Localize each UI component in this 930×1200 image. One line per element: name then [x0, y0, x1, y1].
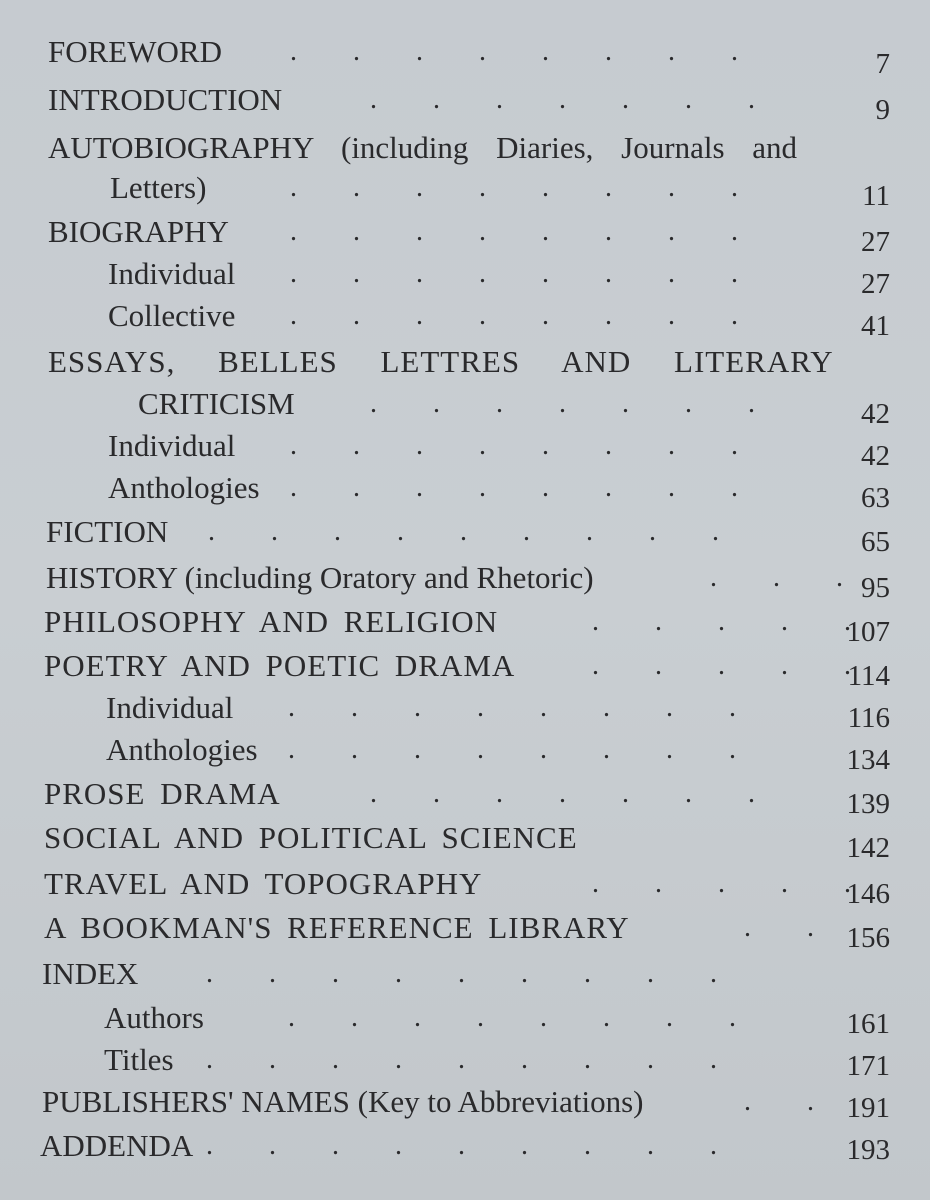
toc-page: 42: [861, 398, 890, 430]
toc-entry-prose-drama: [0, 772, 930, 820]
toc-page: 107: [846, 616, 890, 648]
toc-entry-fiction: [0, 510, 930, 558]
toc-label-continuation: Letters): [110, 170, 207, 205]
leader-dots: . . . . . . . .: [290, 258, 738, 289]
toc-entry-philosophy: [0, 600, 930, 648]
toc-label: PROSE DRAMA: [44, 776, 281, 811]
toc-label: Collective: [108, 298, 236, 333]
toc-page: 65: [861, 526, 890, 558]
toc-entry-essays: [0, 340, 930, 384]
toc-label: ESSAYS, BELLES LETTRES AND LITERARY: [48, 344, 834, 379]
leader-dots: . . . . . . . .: [290, 300, 738, 331]
toc-label: POETRY AND POETIC DRAMA: [44, 648, 516, 683]
toc-page: 114: [847, 660, 890, 692]
leader-dots: . . . . . . . .: [288, 1002, 736, 1033]
toc-label: PHILOSOPHY AND RELIGION: [44, 604, 499, 639]
toc-entry-travel: [0, 862, 930, 910]
toc-entry-essays-anthologies: [0, 466, 930, 514]
toc-page: 95: [861, 572, 890, 604]
toc-page: 9: [875, 94, 890, 126]
toc-page: 7: [875, 48, 890, 80]
toc-label: Individual: [108, 428, 236, 463]
toc-label: TRAVEL AND TOPOGRAPHY: [44, 866, 483, 901]
toc-label: INDEX: [42, 956, 139, 991]
toc-page: 146: [846, 878, 890, 910]
toc-entry-essays-individual: [0, 424, 930, 472]
leader-dots: . . .: [710, 562, 843, 593]
toc-page: 191: [846, 1092, 890, 1124]
toc-page: 27: [861, 268, 890, 300]
toc-entry-publishers: [0, 1080, 930, 1124]
leader-dots: . . . . . . . .: [288, 692, 736, 723]
toc-page: 42: [861, 440, 890, 472]
leader-dots: . . . . . . . . .: [206, 1044, 717, 1075]
leader-dots: . . . . . . . .: [290, 216, 738, 247]
leader-dots: . . . . . . . . .: [206, 1130, 717, 1161]
toc-label: AUTOBIOGRAPHY (including Diaries, Journals and: [48, 130, 798, 165]
toc-page: 142: [846, 832, 890, 864]
toc-entry-addenda: [0, 1124, 930, 1168]
leader-dots: . . . . . . . .: [290, 472, 738, 503]
leader-dots: . .: [744, 1086, 814, 1117]
leader-dots: . . . . . . . .: [290, 36, 738, 67]
leader-dots: . . . . . . . .: [288, 734, 736, 765]
toc-label: Anthologies: [106, 732, 258, 767]
toc-page: 63: [861, 482, 890, 514]
toc-page: 11: [862, 180, 890, 212]
toc-label: BIOGRAPHY: [48, 214, 229, 249]
toc-entry-autobiography-cont: [0, 166, 930, 210]
leader-dots: . . . . . . .: [370, 778, 755, 809]
toc-entry-index: [0, 952, 930, 996]
toc-entry-autobiography: [0, 126, 930, 170]
toc-label: SOCIAL AND POLITICAL SCIENCE: [44, 820, 578, 855]
toc-label: Anthologies: [108, 470, 260, 505]
toc-page: 41: [861, 310, 890, 342]
toc-page: 27: [861, 226, 890, 258]
toc-entry-biography: [0, 210, 930, 258]
toc-label-continuation: CRITICISM: [138, 386, 295, 421]
toc-entry-index-titles: [0, 1038, 930, 1082]
toc-page: 171: [846, 1050, 890, 1082]
toc-page: 161: [846, 1008, 890, 1040]
leader-dots: . . . . .: [592, 606, 851, 637]
toc-label: Authors: [104, 1000, 204, 1035]
toc-entry-poetry-individual: [0, 686, 930, 734]
toc-entry-index-authors: [0, 996, 930, 1040]
toc-page: 193: [846, 1134, 890, 1166]
toc-entry-history: [0, 556, 930, 604]
leader-dots: . .: [744, 912, 814, 943]
toc-label: ADDENDA: [40, 1128, 194, 1163]
toc-entry-foreword: [0, 30, 930, 80]
toc-label: Titles: [104, 1042, 174, 1077]
toc-entry-bookmans-library: [0, 906, 930, 954]
toc-label: A BOOKMAN'S REFERENCE LIBRARY: [44, 910, 630, 945]
toc-page: 139: [846, 788, 890, 820]
leader-dots: . . . . .: [592, 650, 851, 681]
toc-page: 134: [846, 744, 890, 776]
toc-label: PUBLISHERS' NAMES (Key to Abbreviations): [42, 1084, 644, 1119]
toc-entry-essays-cont: [0, 382, 930, 430]
toc-entry-biography-individual: [0, 252, 930, 300]
toc-label: Individual: [108, 256, 236, 291]
toc-entry-poetry-anthologies: [0, 728, 930, 776]
toc-label: FICTION: [46, 514, 169, 549]
leader-dots: . . . . . . . .: [290, 430, 738, 461]
leader-dots: . . . . . . . . .: [206, 958, 717, 989]
toc-label: HISTORY (including Oratory and Rhetoric): [46, 560, 594, 595]
toc-page: 156: [846, 922, 890, 954]
toc-entry-social-science: [0, 816, 930, 864]
leader-dots: . . . . . . .: [370, 84, 755, 115]
toc-label: INTRODUCTION: [48, 82, 283, 117]
toc-entry-biography-collective: [0, 294, 930, 342]
leader-dots: . . . . .: [592, 868, 851, 899]
toc-entry-poetry: [0, 644, 930, 692]
leader-dots: . . . . . . .: [370, 388, 755, 419]
toc-label: Individual: [106, 690, 234, 725]
leader-dots: . . . . . . . . .: [208, 516, 719, 547]
leader-dots: . . . . . . . .: [290, 172, 738, 203]
toc-entry-introduction: [0, 78, 930, 126]
toc-label: FOREWORD: [48, 34, 222, 69]
toc-page: 116: [847, 702, 890, 734]
